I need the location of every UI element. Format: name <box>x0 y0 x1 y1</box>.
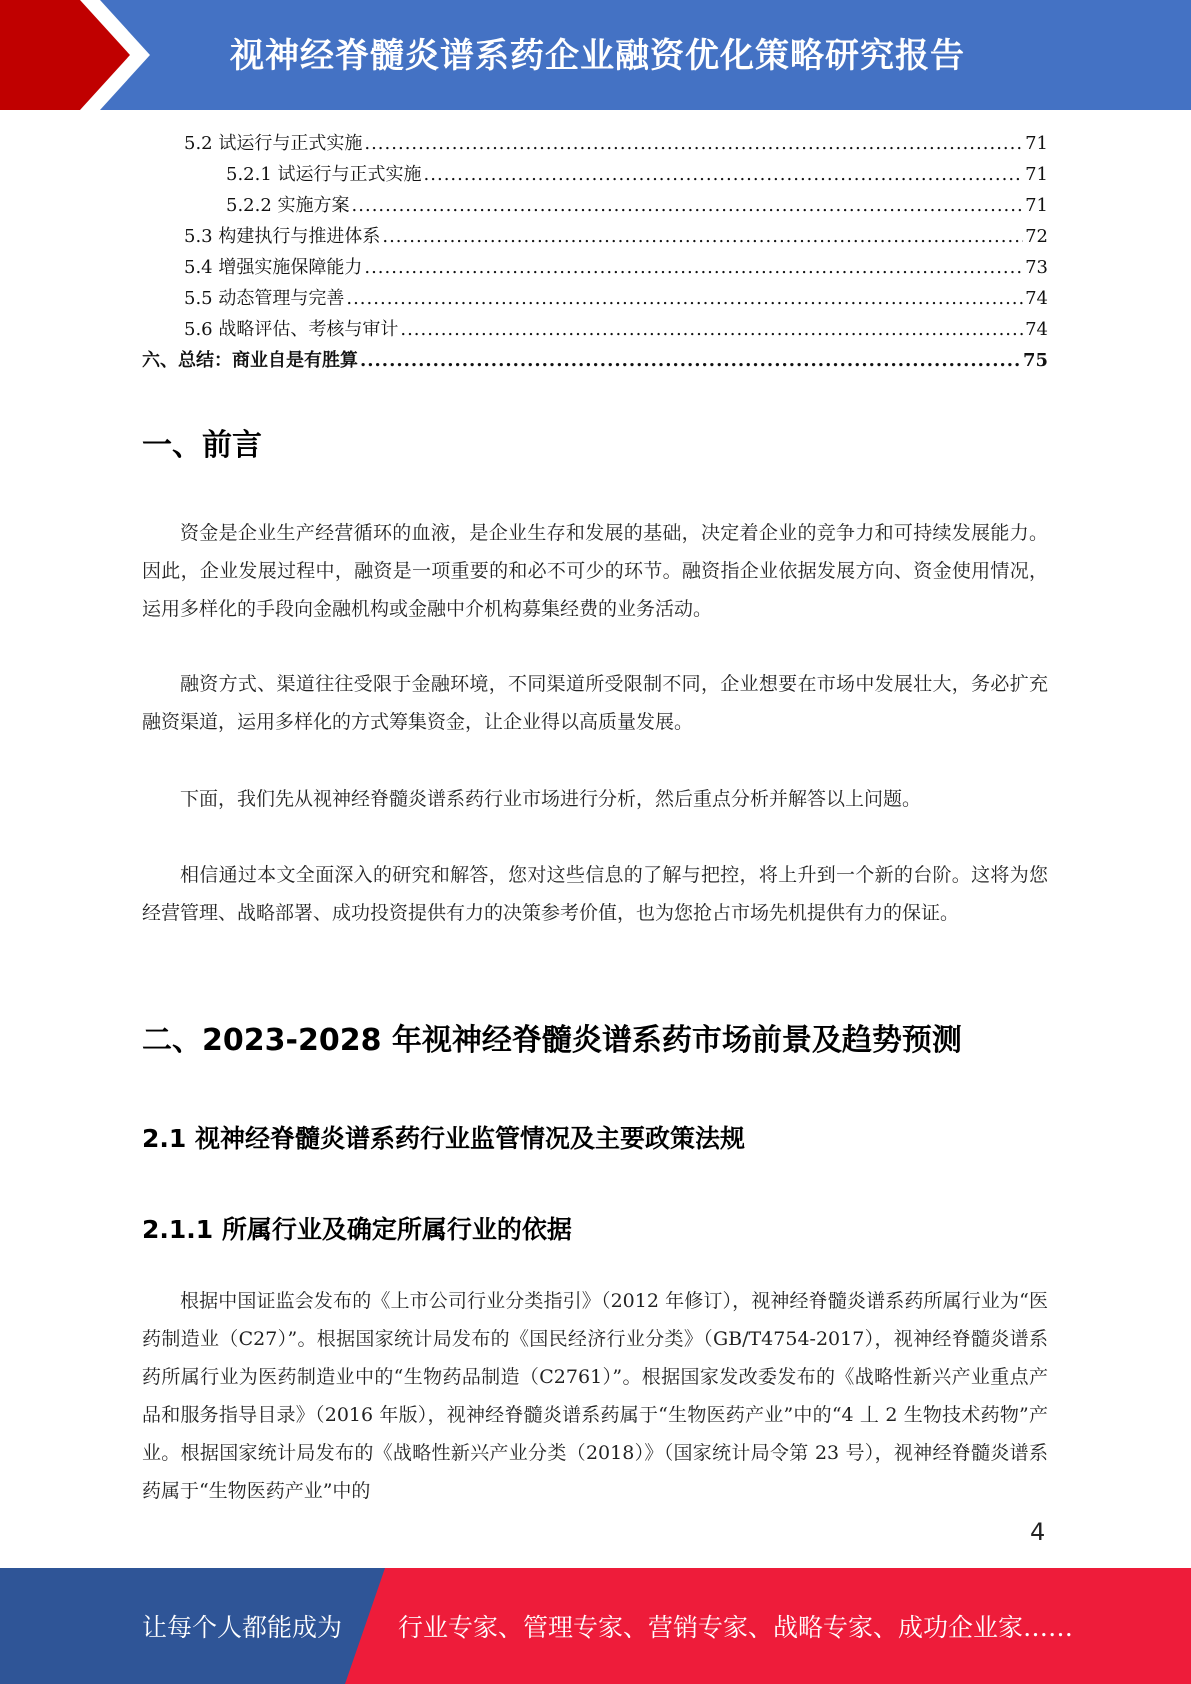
toc-entry-label: 六、总结：商业自是有胜算 <box>142 350 358 371</box>
body-paragraph: 相信通过本文全面深入的研究和解答，您对这些信息的了解与把控，将上升到一个新的台阶。这将为您经营管理、战略部署、成功投资提供有力的决策参考价值，也为您抢占市场先机提供有力的保证。 <box>142 864 1048 924</box>
toc-entry-label: 5.2 试运行与正式实施 <box>184 133 363 154</box>
toc-entry[interactable] <box>142 252 1048 283</box>
subsection-heading: 2.1.1 所属行业及确定所属行业的依据 <box>142 1215 572 1244</box>
toc-entry-page: 73 <box>1025 257 1048 278</box>
toc-entry-page: 71 <box>1025 164 1048 185</box>
toc-entry-label: 5.4 增强实施保障能力 <box>184 257 363 278</box>
toc-entry-label: 5.3 构建执行与推进体系 <box>184 226 381 247</box>
toc-entry-page: 71 <box>1025 195 1048 216</box>
toc-leader-dots <box>360 345 1021 376</box>
section-heading: 2.1 视神经脊髓炎谱系药行业监管情况及主要政策法规 <box>142 1124 745 1153</box>
body-paragraph: 资金是企业生产经营循环的血液，是企业生存和发展的基础，决定着企业的竞争力和可持续发展能力。因此，企业发展过程中，融资是一项重要的和必不可少的环节。融资指企业依据发展方向、资金使用情况，运用多样化的手段向金融机构或金融中介机构募集经费的业务活动。 <box>142 522 1048 620</box>
page-footer <box>0 1568 1191 1684</box>
header-arrow-decoration <box>0 0 160 110</box>
toc-leader-dots <box>364 252 1023 283</box>
toc-entry[interactable] <box>142 314 1048 345</box>
body-paragraph: 融资方式、渠道往往受限于金融环境，不同渠道所受限制不同，企业想要在市场中发展壮大，务必扩充融资渠道，运用多样化的方式筹集资金，让企业得以高质量发展。 <box>142 673 1048 733</box>
toc-entry[interactable] <box>142 221 1048 252</box>
page-number: 4 <box>1030 1518 1046 1546</box>
toc-entry-page: 74 <box>1025 319 1048 340</box>
footer-slogan-right: 行业专家、管理专家、营销专家、战略专家、成功企业家…… <box>398 1613 1074 1642</box>
toc-entry-label: 5.2.2 实施方案 <box>226 195 350 216</box>
toc-entry[interactable] <box>142 128 1048 159</box>
footer-slogan-left: 让每个人都能成为 <box>142 1613 343 1642</box>
toc-entry[interactable] <box>142 190 1048 221</box>
toc-leader-dots <box>346 283 1023 314</box>
toc-entry-label: 5.2.1 试运行与正式实施 <box>226 164 422 185</box>
toc-entry-page: 75 <box>1022 350 1048 371</box>
toc-entry-label: 5.5 动态管理与完善 <box>184 288 345 309</box>
toc-entry-page: 72 <box>1025 226 1048 247</box>
toc-entry-label: 5.6 战略评估、考核与审计 <box>184 319 399 340</box>
toc-leader-dots <box>382 221 1023 252</box>
body-paragraph: 根据中国证监会发布的《上市公司行业分类指引》（2012 年修订），视神经脊髓炎谱系药所属行业为“医药制造业（C27）”。根据国家统计局发布的《国民经济行业分类》（GB/T4754-2017），视神经脊髓炎谱系药所属行业为医药制造业中的“生物药品制造（C2761）”。根据国家发改委发布的《战略性新兴产业重点产品和服务指导目录》（2016 年版），视神经脊髓炎谱系药属于“生物医药产业”中的“4 丄 2 生物技术药物”产业。根据国家统计局发布的《战略性新兴产业分类（2018）》（国家统计局令第 23 号），视神经脊髓炎谱系药属于“生物医药产业”中的 <box>142 1290 1048 1502</box>
toc-leader-dots <box>400 314 1023 345</box>
table-of-contents <box>142 128 1048 376</box>
toc-leader-dots <box>424 159 1024 190</box>
body-paragraph: 下面，我们先从视神经脊髓炎谱系药行业市场进行分析，然后重点分析并解答以上问题。 <box>180 788 922 810</box>
toc-entry[interactable] <box>142 159 1048 190</box>
chapter-heading: 二、2023-2028 年视神经脊髓炎谱系药市场前景及趋势预测 <box>142 1023 962 1058</box>
toc-entry[interactable] <box>142 283 1048 314</box>
report-title: 视神经脊髓炎谱系药企业融资优化策略研究报告 <box>230 36 965 76</box>
toc-entry-page: 71 <box>1025 133 1048 154</box>
toc-entry[interactable] <box>142 345 1048 376</box>
toc-leader-dots <box>364 128 1023 159</box>
section-heading-preface: 一、前言 <box>142 428 262 463</box>
toc-leader-dots <box>352 190 1024 221</box>
toc-entry-page: 74 <box>1025 288 1048 309</box>
page-header <box>0 0 1191 110</box>
